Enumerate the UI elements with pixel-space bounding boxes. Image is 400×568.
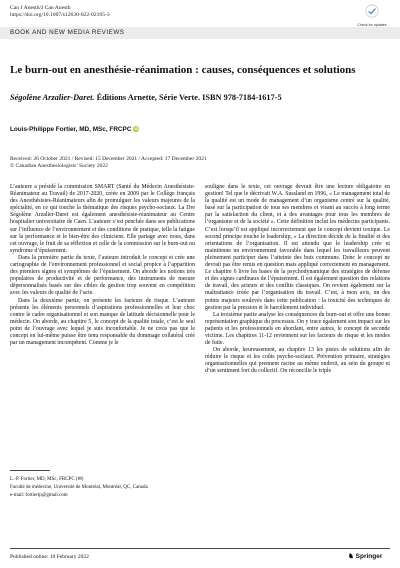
paragraph: On aborde, heureusement, au chapitre 13 les pistes de solutions afin de réduire le risque et les coûts psycho-sociaux. Prévention primaire, stratégies organisationnelles qui prennent racine au même endroit, au sein du groupe et d’un sentiment fort du collectif. On réconcilie le triple [205,347,390,375]
right-column [205,184,390,376]
footer-divider [10,548,390,549]
journal-header [10,5,110,19]
section-banner [0,27,400,39]
review-author [10,126,139,133]
book-details: Éditions Arnette, Série Verte. ISBN 978-7184-1617-5 [94,93,282,102]
affiliation-name: L.-P. Fortier, MD, MSc, FRCPC (✉) [10,477,84,482]
journal-doi[interactable]: https://doi.org/10.1007/s12630-022-02195-3 [10,12,110,18]
copyright-line: © Canadian Anesthesiologists’ Society 2022 [10,163,108,169]
paragraph: L’auteure a présidé la commission SMART (Santé du Médecin Anesthésiste-Réanimateur au Travail) de 2017-2020, créée en 2009 par le Collège français des Anesthésistes-Réanimateurs afin de promulguer les valeurs majeures de la spécialité, en ce qui touche la thématique des risques psycho-sociaux. La Dre Ségolène Arzalier-Daret est également anesthésiste-réanimateur au Centre hospitalier universitaire de Caen. L’auteure s’est penchée dans ses publications sur l’influence de l’environnement et des conditions de pratique, telle la fatigue sur la performance et le bien-être des cliniciens. Elle partage avec nous, dans cet ouvrage, le fruit de sa réflexion et celle de la commission sur le burn-out ou syndrome d’épuisement. [10,184,195,254]
affiliation-email[interactable]: e-mail: fortierlp@gmail.com [10,493,68,498]
paragraph: La troisième partie analyse les conséquences du burn-out et offre une bonne représentation graphique du processus. On y trace également son impact sur les patients et les professionnels en abordant, entre autres, le concept de seconde victime. Les chapitres 11-12 reviennent sur les facteurs de risque et les modes de fuite. [205,311,390,347]
author-affiliation [10,477,195,501]
author-name: Louis-Philippe Fortier, MD, MSc, FRCPC [10,126,132,133]
dates-line: Received: 26 October 2021 / Revised: 15 December 2021 / Accepted: 17 December 2021 [10,156,207,162]
book-author: Ségolène Arzalier-Daret. [10,93,95,102]
publisher-name: Springer [355,553,383,560]
orcid-icon[interactable]: iD [134,126,139,132]
paragraph: souligne dans le texte, cet ouvrage devrait être une lecture obligatoire en gestion! Tel que le décrivait W.A. Sussland en 1996, « Le management total de la qualité est un mode de management d’un organisme centré sur la qualité, basé sur la participation de tous ses membres et visant au succès à long terme par la satisfaction du client, et à des avantages pour tous les membres de l’organisme et de la société ». Cette définition inclut les médecins participants. C’est lorsqu’il est appliqué incorrectement que le concept devient toxique. Le second principe touche le leadership, « La direction décide de la finalité et des orientations de l’organisation. Il est attendu que le leadership crée et maintienne un environnement favorable dans lequel les travailleurs peuvent pleinement participer dans l’atteinte des buts communs. Donc le concept ne devrait pas être remis en question mais appliqué correctement en management. Le chapitre 6 livre les bases de la psychodynamique des stratégies de défense et des signes cardinaux de l’épuisement. Il est également question des relations de travail, des acteurs et des conflits classiques. On revient également sur la maltraitance créée par l’organisation du travail. C’est, à mon avis, un des points majeurs soulevés dans cette publication : la toxicité des techniques de gestion par la pression et le harcèlement individuel. [205,184,390,311]
journal-name: Can J Anesth/J Can Anesth [10,5,71,11]
footnote-divider [10,470,50,471]
affiliation-institution: Faculté de médecine, Université de Montréal, Montréal, QC, Canada [10,485,148,490]
check-for-updates-badge[interactable] [354,4,390,27]
publisher-logo [348,552,382,560]
section-label: BOOK AND NEW MEDIA REVIEWS [10,29,125,36]
left-column [10,184,195,347]
paragraph: Dans la deuxième partie, on présente les facteurs de risque. L’auteure présente les éléments personnels d’aspirations professionnelles et leur choc contre le cadre organisationnel et son manque de latitude décisionnelle pour le médecin. On aborde, au chapitre 5, le concept de la qualité totale, c’est le seul point de l’ouvrage avec lequel je suis inconfortable. Je ne crois pas que le concept en lui-même puisse être tenu responsable du dommage collatéral créé par un management incompétent. Comme je le [10,297,195,347]
paragraph: Dans la première partie du texte, l’auteure introduit le concept et crée une cartographie de l’environnement professionnel et social propice à l’apparition des premiers signes et symptômes de l’épuisement. On aborde les notions très populaires de productivité et de performance, des instruments de mesure dépersonnalisés basés sur des cibles de gestion trop souvent en compétition avec les valeurs de qualité de l’acte. [10,254,195,297]
check-for-updates-label: Check for updates [357,23,387,27]
check-for-updates-icon [365,4,379,18]
book-reference [10,93,390,102]
article-dates [10,156,207,170]
article-title: Le burn-out en anesthésie-réanimation : causes, conséquences et solutions [10,64,356,76]
published-date: Published online: 10 February 2022 [10,554,89,560]
springer-horse-icon: ♞ [348,553,354,560]
